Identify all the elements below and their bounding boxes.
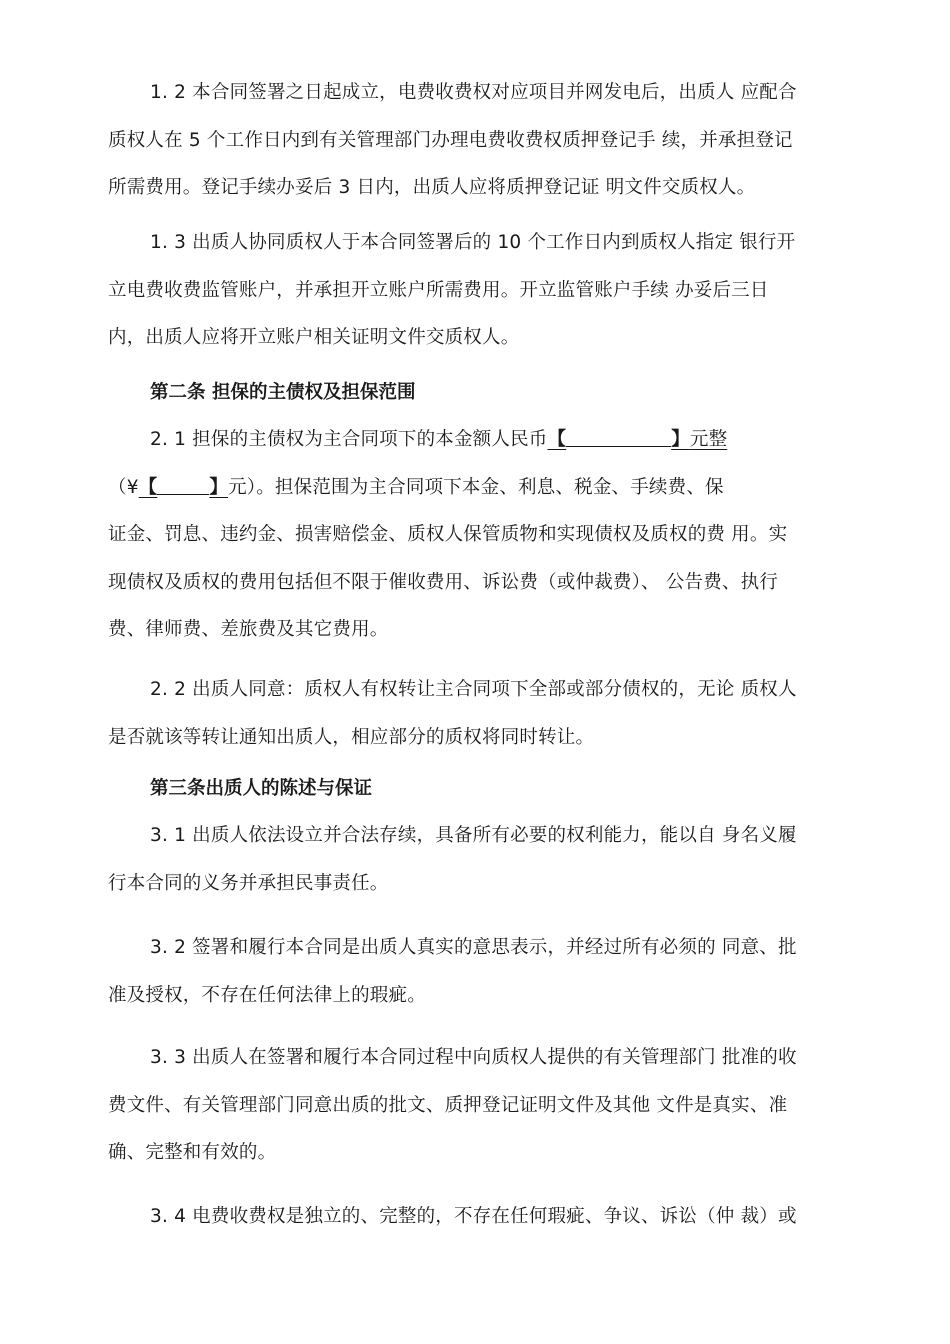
clause-1-3 [108, 219, 852, 362]
yen-blank-field[interactable] [157, 476, 209, 495]
clause-3-2-line-1: 3. 2 签署和履行本合同是出质人真实的意思表示，并经过所有必须的 同意、批 [150, 937, 797, 958]
clause-1-2-line-1: 1. 2 本合同签署之日起成立，电费收费权对应项目并网发电后，出质人 应配合 [150, 82, 797, 103]
clause-2-2-line-1: 2. 2 出质人同意：质权人有权转让主合同项下全部或部分债权的，无论 质权人 [150, 679, 797, 700]
clause-3-1-line-1: 3. 1 出质人依法设立并合法存续，具备所有必要的权利能力，能以自 身名义履 [150, 825, 797, 846]
clause-3-2-line-2: 准及授权，不存在任何法律上的瑕疵。 [108, 984, 426, 1006]
clause-1-3-line-1: 1. 3 出质人协同质权人于本合同签署后的 10 个工作日内到质权人指定 银行开 [150, 232, 796, 253]
clause-2-2 [108, 666, 852, 761]
clause-2-1-line-1 [108, 416, 852, 464]
clause-3-2 [108, 924, 852, 1019]
clause-3-3-line-2: 费文件、有关管理部门同意出质的批文、质押登记证明文件及其他 文件是真实、准 [108, 1094, 788, 1116]
clause-1-2-line-2: 质权人在 5 个工作日内到有关管理部门办理电费收费权质押登记手 续，并承担登记 [108, 129, 793, 151]
clause-1-2 [108, 69, 852, 212]
clause-2-1-line-2-text: 元）。担保范围为主合同项下本金、利息、税金、手续费、保 [228, 476, 724, 498]
amount-unit: 元整 [689, 429, 728, 450]
clause-2-1-line-5: 费、律师费、差旅费及其它费用。 [108, 619, 389, 640]
article-3-heading: 第三条出质人的陈述与保证 [150, 778, 373, 799]
clause-3-3 [108, 1034, 852, 1177]
clause-2-1-line-2 [108, 464, 852, 512]
clause-1-2-line-3: 所需费用。登记手续办妥后 3 日内，出质人应将质押登记证 明文件交质权人。 [108, 177, 756, 198]
clause-3-1-line-2: 行本合同的义务并承担民事责任。 [108, 872, 389, 894]
clause-2-1-yen-prefix: （¥ [108, 476, 139, 498]
clause-2-1 [108, 416, 852, 654]
yen-bracket-open: 【 [138, 476, 158, 498]
yen-bracket-close: 】 [209, 476, 229, 498]
amount-blank-field[interactable] [566, 428, 671, 447]
clause-3-3-line-3: 确、完整和有效的。 [108, 1142, 277, 1163]
article-2-heading: 第二条 担保的主债权及担保范围 [150, 382, 416, 403]
clause-3-3-line-1: 3. 3 出质人在签署和履行本合同过程中向质权人提供的有关管理部门 批准的收 [150, 1047, 797, 1068]
clause-3-4 [108, 1193, 852, 1241]
clause-2-1-line-3: 证金、罚息、违约金、损害赔偿金、质权人保管质物和实现债权及质权的费 用。实 [108, 524, 788, 545]
clause-1-3-line-2: 立电费收费监管账户，并承担开立账户所需费用。开立监管账户手续 办妥后三日 [108, 279, 769, 301]
clause-1-3-line-3: 内，出质人应将开立账户相关证明文件交质权人。 [108, 327, 520, 348]
clause-3-1 [108, 812, 852, 907]
clause-2-1-line-1-text: 2. 1 担保的主债权为主合同项下的本金额人民币 [150, 429, 548, 450]
amount-bracket-close: 】 [671, 429, 690, 450]
clause-2-2-line-2: 是否就该等转让通知出质人，相应部分的质权将同时转让。 [108, 726, 595, 748]
clause-2-1-line-4: 现债权及质权的费用包括但不限于催收费用、诉讼费（或仲裁费）、 公告费、执行 [108, 571, 779, 593]
amount-bracket-open: 【 [547, 429, 567, 450]
clause-3-4-line-1: 3. 4 电费收费权是独立的、完整的，不存在任何瑕疵、争议、诉讼（仲 裁）或 [150, 1206, 797, 1227]
